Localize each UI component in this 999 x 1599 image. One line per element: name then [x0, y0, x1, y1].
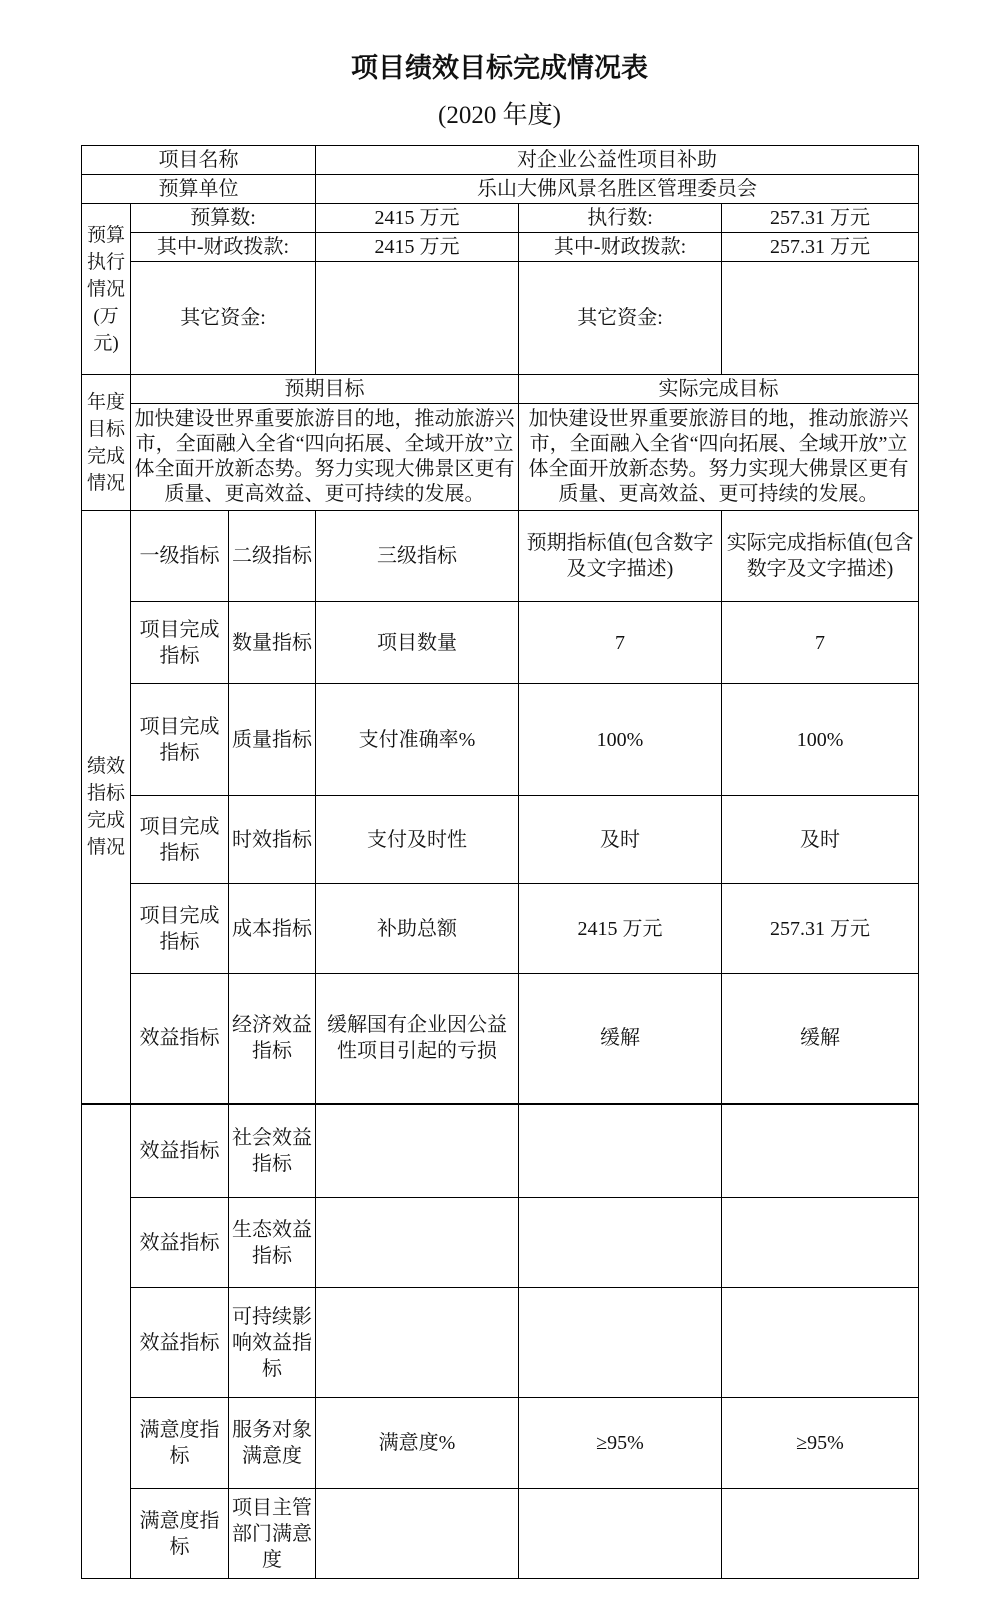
indicator-level3 [316, 1104, 519, 1198]
indicator-actual: 257.31 万元 [722, 884, 919, 974]
actual-goal-header: 实际完成目标 [519, 375, 919, 404]
expected-goal-text: 加快建设世界重要旅游目的地，推动旅游兴市，全面融入全省“四向拓展、全域开放”立体全面开放新态势。努力实现大佛景区更有质量、更高效益、更可持续的发展。 [131, 404, 519, 511]
indicator-level1: 项目完成指标 [131, 884, 229, 974]
indicators-section-header: 绩效指标完成情况 [82, 511, 131, 1104]
indicator-expected [519, 1104, 722, 1198]
indicator-level2: 数量指标 [229, 602, 316, 684]
budget-unit-value: 乐山大佛风景名胜区管理委员会 [316, 175, 919, 204]
indicator-level1: 效益指标 [131, 1198, 229, 1288]
table-row [82, 511, 919, 602]
budget-unit-label: 预算单位 [82, 175, 316, 204]
table-row [82, 602, 919, 684]
budget-section-header: 预算执行情况(万元) [82, 204, 131, 375]
budget-amount-value: 2415 万元 [316, 204, 519, 233]
indicator-level3 [316, 1198, 519, 1288]
indicator-expected: 缓解 [519, 974, 722, 1104]
annual-goal-section-header: 年度目标完成情况 [82, 375, 131, 511]
table-row [82, 1104, 919, 1198]
indicator-level1: 效益指标 [131, 1104, 229, 1198]
indicator-level3 [316, 1288, 519, 1398]
table-row [82, 684, 919, 796]
table-row [82, 404, 919, 511]
table-row [82, 175, 919, 204]
other-funds-right-value [722, 262, 919, 375]
indicator-actual: 缓解 [722, 974, 919, 1104]
fiscal-right-value: 257.31 万元 [722, 233, 919, 262]
indicator-level2: 时效指标 [229, 796, 316, 884]
header-expected: 预期指标值(包含数字及文字描述) [519, 511, 722, 602]
fiscal-right-label: 其中-财政拨款: [519, 233, 722, 262]
table-row [82, 1489, 919, 1579]
indicator-level1: 满意度指标 [131, 1398, 229, 1489]
indicator-level2: 服务对象满意度 [229, 1398, 316, 1489]
indicator-level1: 满意度指标 [131, 1489, 229, 1579]
indicator-level1: 项目完成指标 [131, 602, 229, 684]
indicator-level1: 项目完成指标 [131, 684, 229, 796]
indicator-actual [722, 1104, 919, 1198]
header-level2: 二级指标 [229, 511, 316, 602]
indicator-level2: 项目主管部门满意度 [229, 1489, 316, 1579]
project-name-label: 项目名称 [82, 146, 316, 175]
table-row [82, 262, 919, 375]
table-row [82, 146, 919, 175]
indicator-actual: 100% [722, 684, 919, 796]
indicator-expected: 2415 万元 [519, 884, 722, 974]
indicator-level2: 社会效益指标 [229, 1104, 316, 1198]
indicator-actual: ≥95% [722, 1398, 919, 1489]
other-funds-left-value [316, 262, 519, 375]
table-row [82, 233, 919, 262]
indicator-expected: 及时 [519, 796, 722, 884]
performance-table [81, 145, 919, 1579]
table-row [82, 375, 919, 404]
indicator-level1: 效益指标 [131, 974, 229, 1104]
project-name-value: 对企业公益性项目补助 [316, 146, 919, 175]
actual-goal-text: 加快建设世界重要旅游目的地，推动旅游兴市，全面融入全省“四向拓展、全域开放”立体全面开放新态势。努力实现大佛景区更有质量、更高效益、更可持续的发展。 [519, 404, 919, 511]
other-funds-right-label: 其它资金: [519, 262, 722, 375]
fiscal-left-label: 其中-财政拨款: [131, 233, 316, 262]
indicator-actual [722, 1288, 919, 1398]
header-level1: 一级指标 [131, 511, 229, 602]
indicator-level1: 项目完成指标 [131, 796, 229, 884]
indicators-section-spacer [82, 1104, 131, 1579]
indicator-level3: 支付及时性 [316, 796, 519, 884]
exec-amount-label: 执行数: [519, 204, 722, 233]
expected-goal-header: 预期目标 [131, 375, 519, 404]
indicator-level2: 经济效益指标 [229, 974, 316, 1104]
table-row [82, 796, 919, 884]
indicator-level3: 缓解国有企业因公益性项目引起的亏损 [316, 974, 519, 1104]
exec-amount-value: 257.31 万元 [722, 204, 919, 233]
fiscal-left-value: 2415 万元 [316, 233, 519, 262]
indicator-actual: 7 [722, 602, 919, 684]
table-row [82, 884, 919, 974]
indicator-level2: 可持续影响效益指标 [229, 1288, 316, 1398]
table-row [82, 1288, 919, 1398]
indicator-expected [519, 1198, 722, 1288]
indicator-expected: 7 [519, 602, 722, 684]
indicator-expected [519, 1288, 722, 1398]
table-row [82, 204, 919, 233]
table-row [82, 1398, 919, 1489]
page-title: 项目绩效目标完成情况表 [351, 53, 648, 83]
page-subtitle: (2020 年度) [438, 102, 561, 129]
indicator-level2: 质量指标 [229, 684, 316, 796]
indicator-expected: 100% [519, 684, 722, 796]
indicator-expected [519, 1489, 722, 1579]
indicator-level1: 效益指标 [131, 1288, 229, 1398]
indicator-level2: 生态效益指标 [229, 1198, 316, 1288]
indicator-level2: 成本指标 [229, 884, 316, 974]
table-row [82, 974, 919, 1104]
indicator-level3: 补助总额 [316, 884, 519, 974]
table-row [82, 1198, 919, 1288]
indicator-level3: 项目数量 [316, 602, 519, 684]
indicator-actual [722, 1198, 919, 1288]
indicator-expected: ≥95% [519, 1398, 722, 1489]
indicator-actual [722, 1489, 919, 1579]
header-actual: 实际完成指标值(包含数字及文字描述) [722, 511, 919, 602]
indicator-actual: 及时 [722, 796, 919, 884]
header-level3: 三级指标 [316, 511, 519, 602]
indicator-level3: 满意度% [316, 1398, 519, 1489]
budget-amount-label: 预算数: [131, 204, 316, 233]
indicator-level3 [316, 1489, 519, 1579]
other-funds-left-label: 其它资金: [131, 262, 316, 375]
indicator-level3: 支付准确率% [316, 684, 519, 796]
